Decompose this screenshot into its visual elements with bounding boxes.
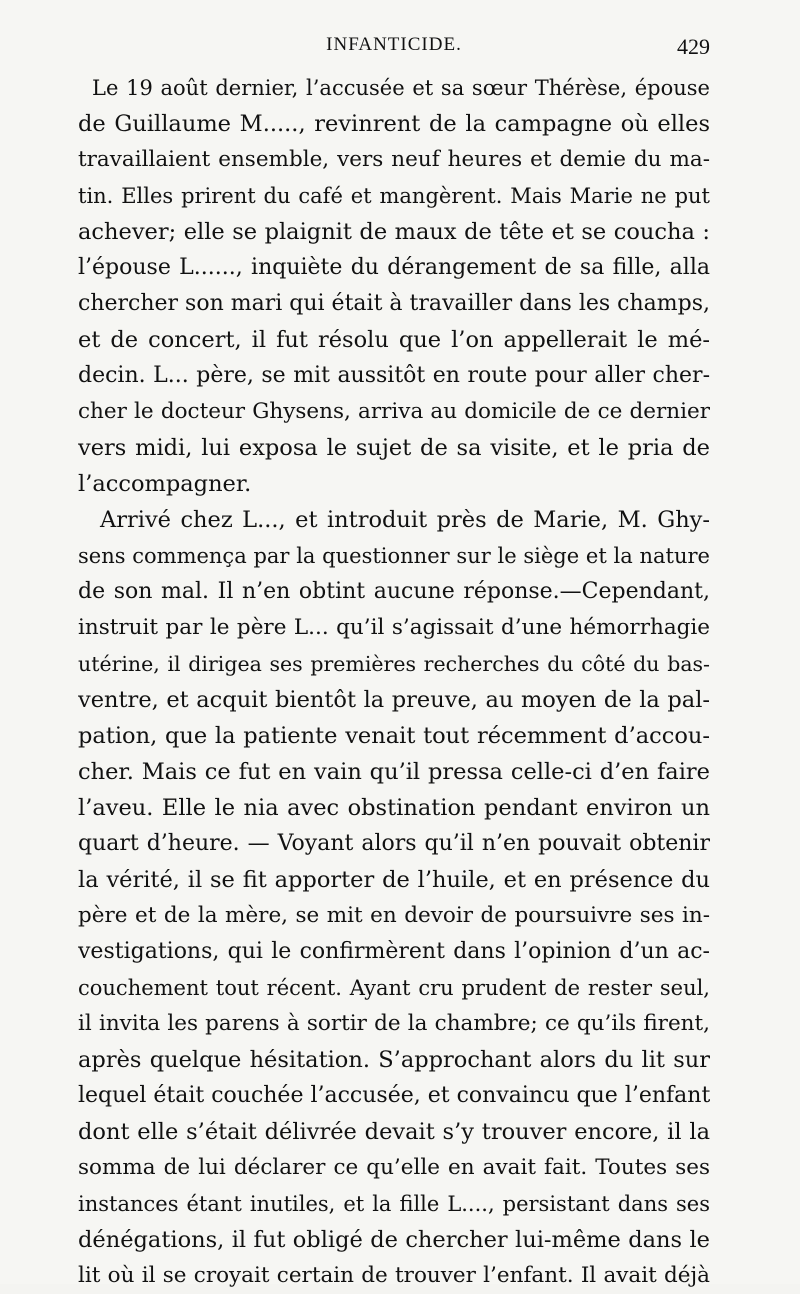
text-line: de Guillaume M....., revinrent de la campagne où elles xyxy=(78,111,710,137)
text-line: quart d’heure. — Voyant alors qu’il n’en pouvait obtenir xyxy=(78,831,710,856)
text-line: dénégations, il fut obligé de chercher lui-même dans le xyxy=(78,1227,710,1253)
text-line: cher le docteur Ghysens, arriva au domicile de ce dernier xyxy=(78,399,710,424)
text-line: ventre, et acquit bientôt la preuve, au moyen de la pal- xyxy=(78,687,710,713)
text-line: tin. Elles prirent du café et mangèrent. Mais Marie ne put xyxy=(78,184,710,208)
running-title: INFANTICIDE. xyxy=(326,34,462,55)
text-line: sens commença par la questionner sur le siège et la nature xyxy=(78,544,710,568)
text-line: utérine, il dirigea ses premières recherches du côté du bas- xyxy=(78,652,710,676)
text-line: couchement tout récent. Ayant cru prudent de rester seul, xyxy=(78,976,710,1000)
text-line: instruit par le père L... qu’il s’agissait d’une hémorrhagie xyxy=(78,615,710,640)
text-line: instances étant inutiles, et la fille L...., persistant dans ses xyxy=(78,1192,710,1216)
text-line: l’accompagner. xyxy=(78,471,252,497)
text-line: après quelque hésitation. S’approchant alors du lit sur xyxy=(78,1047,710,1073)
page-number: 429 xyxy=(677,34,710,59)
text-line: chercher son mari qui était à travailler dans les champs, xyxy=(78,291,710,316)
page-header xyxy=(78,34,710,64)
text-line: l’aveu. Elle le nia avec obstination pendant environ un xyxy=(78,795,710,821)
text-line: de son mal. Il n’en obtint aucune réponse.—Cependant, xyxy=(78,579,710,604)
text-line: père et de la mère, se mit en devoir de poursuivre ses in- xyxy=(78,903,710,928)
text-line: l’épouse L......, inquiète du dérangement de sa fille, alla xyxy=(78,255,710,280)
text-line: lit où il se croyait certain de trouver l’enfant. Il avait déjà xyxy=(78,1263,710,1288)
text-line: et de concert, il fut résolu que l’on appellerait le mé- xyxy=(78,327,710,353)
text-line: vestigations, qui le confirmèrent dans l’opinion d’un ac- xyxy=(78,939,710,964)
text-line: lequel était couchée l’accusée, et convaincu que l’enfant xyxy=(78,1083,710,1108)
text-line: cher. Mais ce fut en vain qu’il pressa celle-ci d’en faire xyxy=(78,759,710,785)
text-line: il invita les parens à sortir de la chambre; ce qu’ils firent, xyxy=(78,1011,710,1036)
text-line: somma de lui déclarer ce qu’elle en avait fait. Toutes ses xyxy=(78,1155,710,1180)
text-line: travaillaient ensemble, vers neuf heures et demie du ma- xyxy=(78,147,710,172)
text-line: decin. L... père, se mit aussitôt en route pour aller cher- xyxy=(78,363,710,388)
text-line: pation, que la patiente venait tout récemment d’accou- xyxy=(78,723,710,749)
text-line: la vérité, il se fit apporter de l’huile, et en présence du xyxy=(78,867,710,893)
text-line: Arrivé chez L..., et introduit près de Marie, M. Ghy- xyxy=(100,507,710,533)
text-line: achever; elle se plaignit de maux de tête et se coucha : xyxy=(78,219,710,245)
text-line: Le 19 août dernier, l’accusée et sa sœur Thérèse, épouse xyxy=(92,76,710,100)
text-line: vers midi, lui exposa le sujet de sa visite, et le pria de xyxy=(78,435,710,461)
body-text xyxy=(78,70,710,1294)
text-line: dont elle s’était délivrée devait s’y trouver encore, il la xyxy=(78,1119,710,1145)
